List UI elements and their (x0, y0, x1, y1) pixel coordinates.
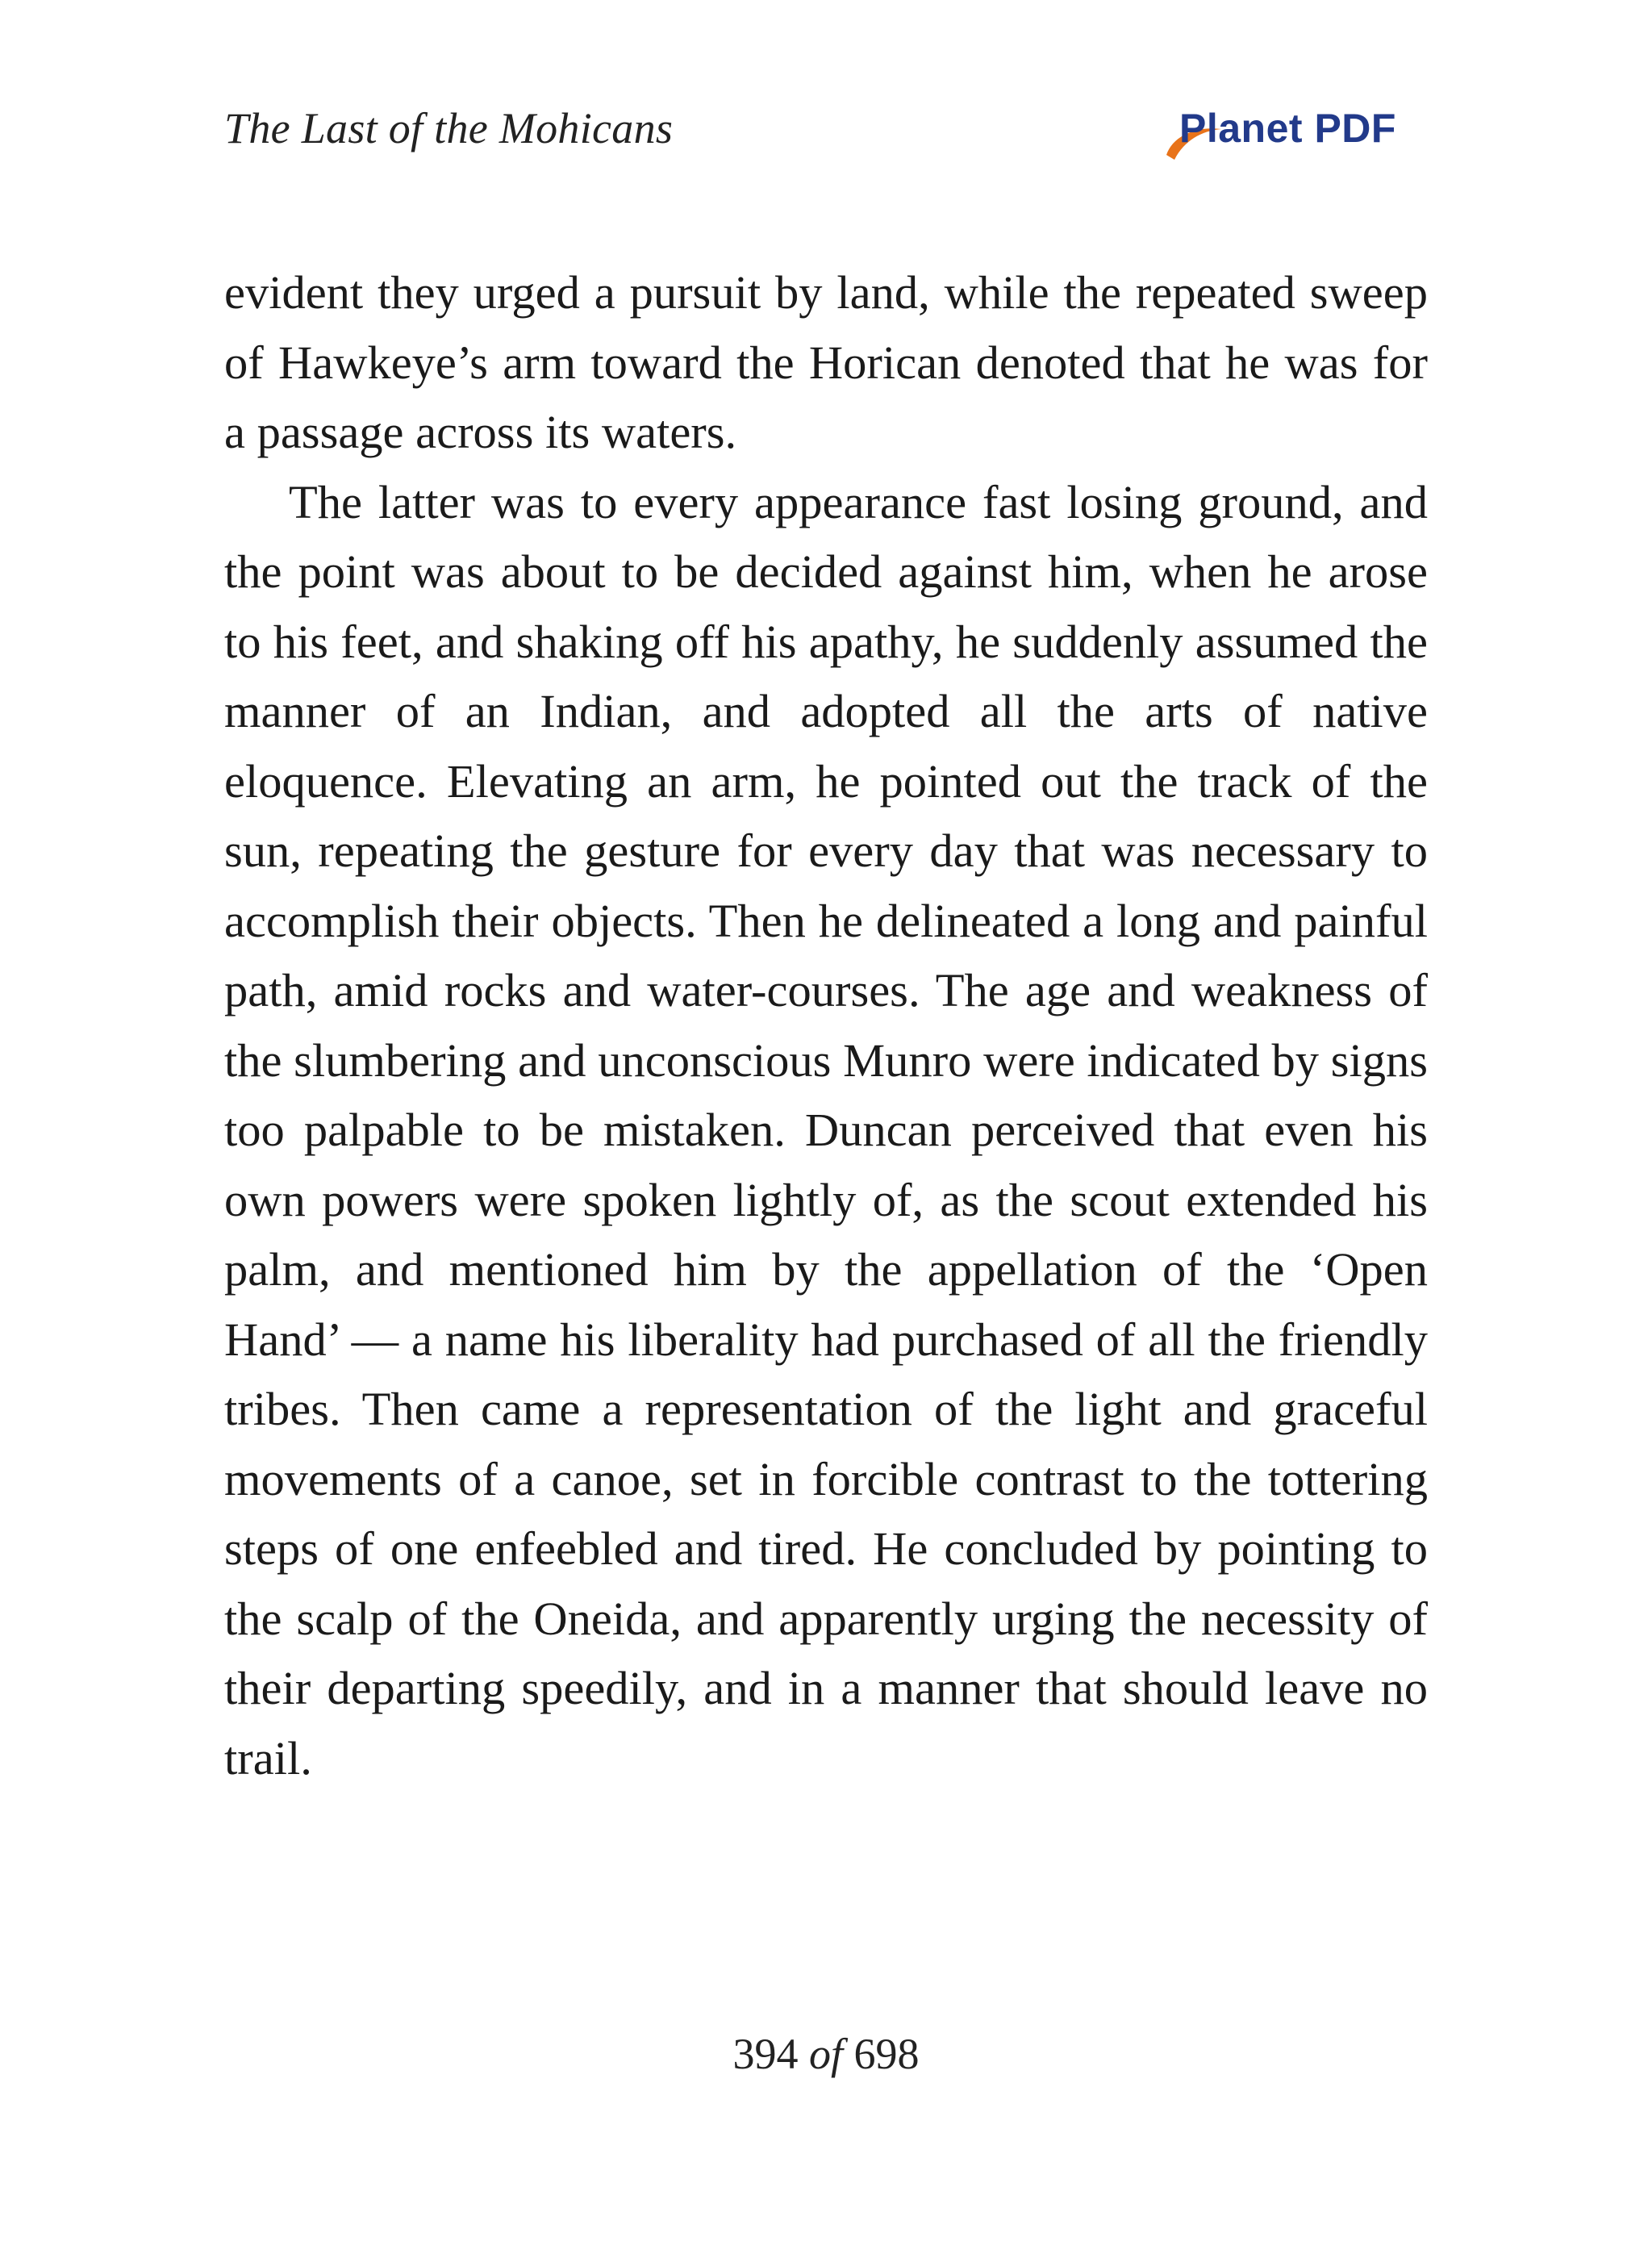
of-label: of (808, 2030, 843, 2078)
book-title: The Last of the Mohicans (224, 104, 674, 152)
page-body (224, 258, 1428, 1793)
paragraph: evident they urged a pursuit by land, while the repeated sweep of Hawkeye’s arm toward the Horican denoted that he was for a passage across its waters. (224, 266, 1428, 458)
total-pages: 698 (853, 2030, 920, 2078)
logo-text: Planet PDF (1179, 106, 1396, 151)
page-number (0, 2029, 1652, 2079)
planet-pdf-logo (1162, 105, 1428, 169)
current-page: 394 (732, 2030, 799, 2078)
paragraph: The latter was to every appearance fast losing ground, and the point was about to be decided against him, when he arose to his feet, and shaking off his apathy, he suddenly assumed the manner of an Indian, and adopted all the arts of native eloquence. Elevating an arm, he pointed out the track of the sun, repeating the gesture for every day that was necessary to accomplish their objects. Then he delineated a long and painful path, amid rocks and water-courses. The age and weakness of the slumbering and unconscious Munro were indicated by signs too palpable to be mistaken. Duncan perceived that even his own powers were spoken lightly of, as the scout extended his palm, and mentioned him by the appellation of the ‘Open Hand’ — a name his liberality had purchased of all the friendly tribes. Then came a representation of the light and graceful movements of a canoe, set in forcible contrast to the tottering steps of one enfeebled and tired. He concluded by pointing to the scalp of the Oneida, and apparently urging the necessity of their departing speedily, and in a manner that should leave no trail. (224, 475, 1428, 1784)
